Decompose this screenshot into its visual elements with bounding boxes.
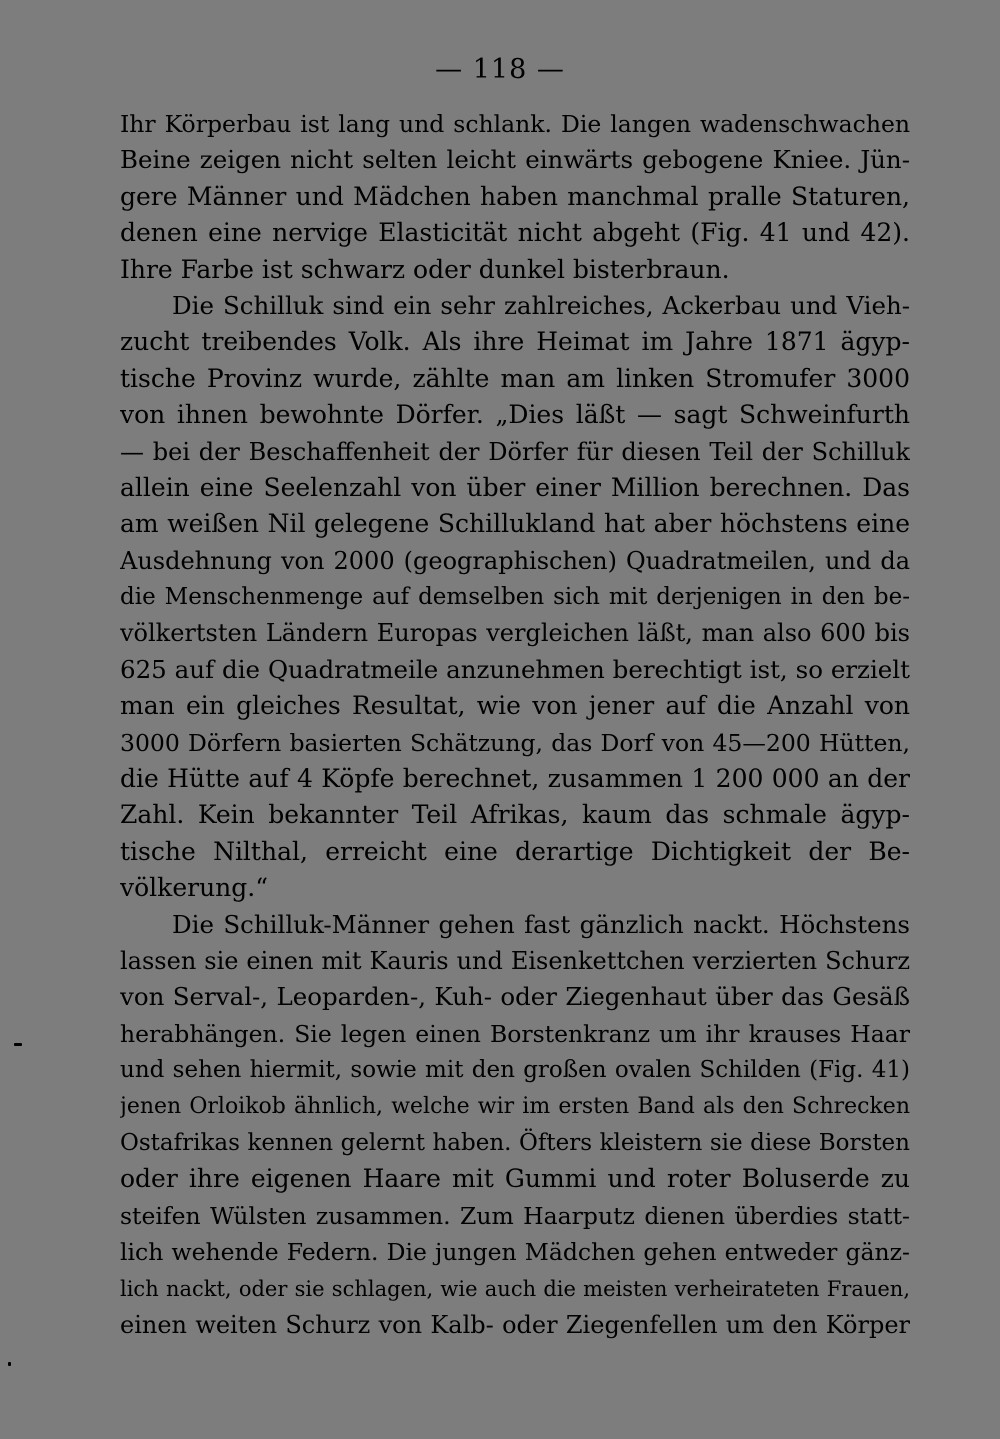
text-line: oder ihre eigenen Haare mit Gummi und roter Boluserde zu	[120, 1164, 910, 1194]
text-line: von Serval-, Leoparden-, Kuh- oder Ziegenhaut über das Gesäß	[120, 982, 910, 1012]
text-line: Zahl. Kein bekannter Teil Afrikas, kaum das schmale ägyp-	[120, 800, 910, 830]
text-line: Die Schilluk-Männer gehen fast gänzlich nackt. Höchstens	[172, 909, 910, 939]
text-line: 3000 Dörfern basierten Schätzung, das Dorf von 45—200 Hütten,	[120, 728, 910, 757]
text-line: Ostafrikas kennen gelernt haben. Öfters kleistern sie diese Borsten	[120, 1129, 910, 1156]
text-line: man ein gleiches Resultat, wie von jener auf die Anzahl von	[120, 691, 910, 721]
text-line: steifen Wülsten zusammen. Zum Haarputz dienen überdies statt-	[120, 1201, 910, 1230]
text-line: lich wehende Federn. Die jungen Mädchen gehen entweder gänz-	[120, 1238, 910, 1267]
page-number: — 118 —	[435, 54, 565, 85]
text-line: zucht treibendes Volk. Als ihre Heimat im Jahre 1871 ägyp-	[120, 327, 910, 357]
text-line: 625 auf die Quadratmeile anzunehmen berechtigt ist, so erzielt	[120, 654, 910, 684]
margin-speck	[14, 1043, 22, 1046]
text-line: Beine zeigen nicht selten leicht einwärts gebogene Kniee. Jün-	[120, 145, 910, 175]
text-line: denen eine nervige Elasticität nicht abgeht (Fig. 41 und 42).	[120, 218, 910, 248]
text-line: völkerung.“	[120, 873, 268, 903]
text-line: von ihnen bewohnte Dörfer. „Dies läßt — sagt Schweinfurth	[120, 400, 910, 430]
body-text	[120, 106, 910, 1343]
text-line: tische Nilthal, erreicht eine derartige Dichtigkeit der Be-	[120, 836, 910, 866]
text-line: tische Provinz wurde, zählte man am linken Stromufer 3000	[120, 363, 910, 393]
text-line: Ihr Körperbau ist lang und schlank. Die langen wadenschwachen	[120, 110, 910, 138]
text-line: am weißen Nil gelegene Schillukland hat aber höchstens eine	[120, 509, 910, 539]
text-line: einen weiten Schurz von Kalb- oder Ziegenfellen um den Körper	[120, 1310, 910, 1339]
text-line: lich nackt, oder sie schlagen, wie auch die meisten verheirateten Frauen,	[120, 1276, 910, 1301]
text-line: völkertsten Ländern Europas vergleichen läßt, man also 600 bis	[120, 619, 910, 648]
text-line: — bei der Beschaffenheit der Dörfer für diesen Teil der Schilluk	[120, 437, 910, 466]
text-line: lassen sie einen mit Kauris und Eisenkettchen verzierten Schurz	[120, 946, 910, 975]
text-line: allein eine Seelenzahl von über einer Million berechnen. Das	[120, 472, 910, 502]
text-line: die Menschenmenge auf demselben sich mit derjenigen in den be-	[120, 584, 910, 611]
text-line: Die Schilluk sind ein sehr zahlreiches, Ackerbau und Vieh-	[172, 290, 910, 320]
text-line: herabhängen. Sie legen einen Borstenkranz um ihr krauses Haar	[120, 1019, 910, 1048]
text-line: jenen Orloikob ähnlich, welche wir im ersten Band als den Schrecken	[120, 1093, 910, 1119]
text-line: Ausdehnung von 2000 (geographischen) Quadratmeilen, und da	[120, 546, 910, 575]
text-line: und sehen hiermit, sowie mit den großen ovalen Schilden (Fig. 41)	[120, 1057, 910, 1084]
text-line: die Hütte auf 4 Köpfe berechnet, zusammen 1 200 000 an der	[120, 764, 910, 794]
text-line: Ihre Farbe ist schwarz oder dunkel bisterbraun.	[120, 254, 730, 284]
text-line: gere Männer und Mädchen haben manchmal pralle Staturen,	[120, 181, 910, 211]
margin-speck	[8, 1362, 11, 1366]
